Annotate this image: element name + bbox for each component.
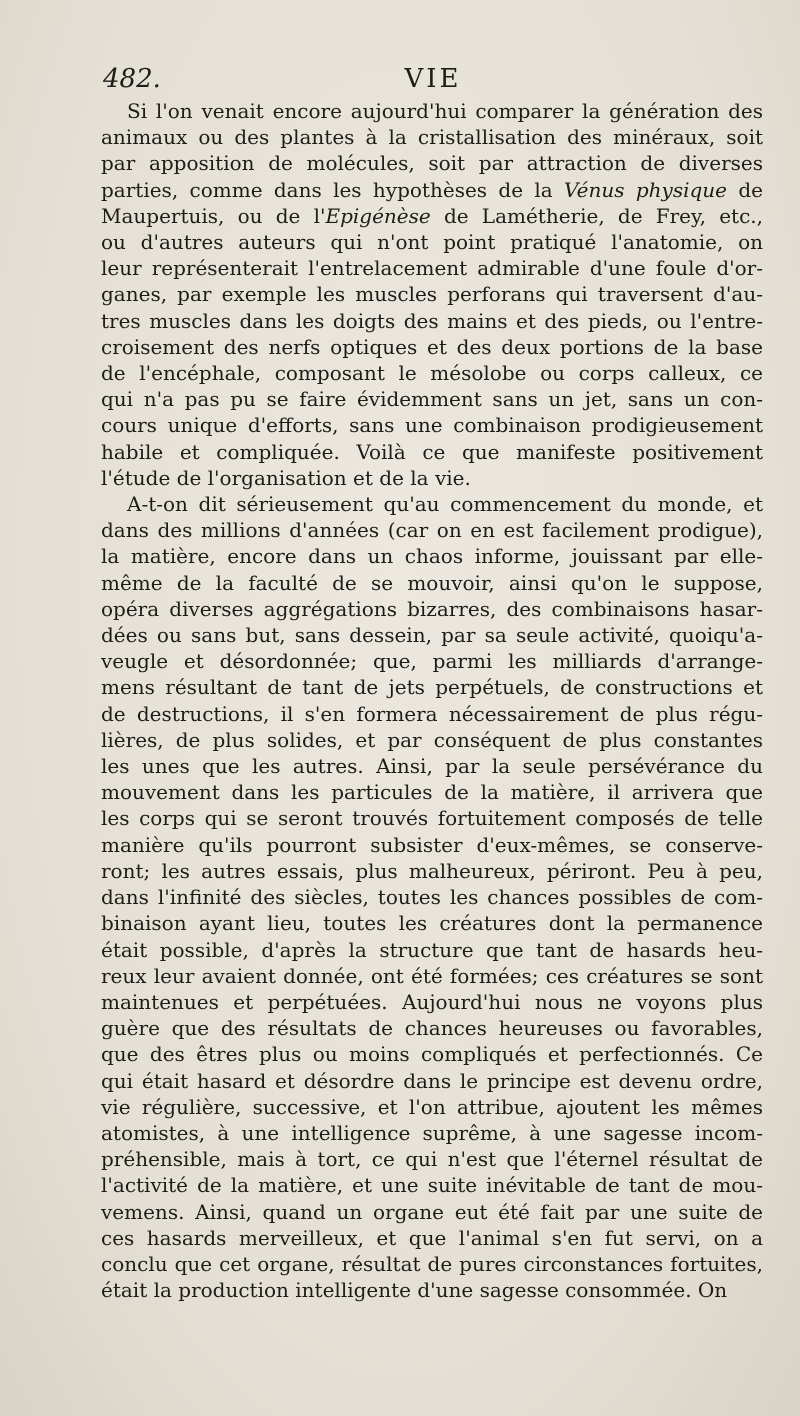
text-line: lières, de plus solides, et par conséquent de plus constantes: [101, 727, 763, 752]
text-line: qui était hasard et désordre dans le principe est devenu ordre,: [101, 1068, 763, 1093]
text-segment: Maupertuis, ou de l': [101, 203, 326, 228]
page-number: 482.: [103, 64, 161, 94]
text-line: de l'encéphale, composant le mésolobe ou corps calleux, ce: [101, 361, 763, 386]
text-line: opéra diverses aggrégations bizarres, des combinaisons hasar-: [101, 596, 763, 621]
text-line: par apposition de molécules, soit par attraction de diverses: [101, 151, 763, 176]
text-line: [101, 177, 763, 203]
text-line: vie régulière, successive, et l'on attribue, ajoutent les mêmes: [101, 1094, 763, 1119]
text-segment: de: [727, 177, 763, 202]
body-text: [101, 98, 763, 1303]
text-line: veugle et désordonnée; que, parmi les milliards d'arrange-: [101, 649, 763, 674]
paragraph: [101, 98, 763, 491]
text-line: ront; les autres essais, plus malheureux, périront. Peu à peu,: [101, 858, 763, 883]
text-line: mouvement dans les particules de la matière, il arrivera que: [101, 780, 763, 805]
text-line: l'étude de l'organisation et de la vie.: [101, 465, 471, 490]
paragraph: [101, 491, 763, 1303]
text-line: Si l'on venait encore aujourd'hui comparer la génération des: [127, 99, 763, 123]
text-line: maintenues et perpétuées. Aujourd'hui nous ne voyons plus: [101, 989, 763, 1014]
text-line: préhensible, mais à tort, ce qui n'est que l'éternel résultat de: [101, 1147, 763, 1172]
text-line: conclu que cet organe, résultat de pures circonstances fortuites,: [101, 1251, 763, 1276]
text-line: manière qu'ils pourront subsister d'eux-mêmes, se conserve-: [101, 832, 763, 857]
text-line: leur représenterait l'entrelacement admirable d'une foule d'or-: [101, 256, 763, 281]
text-line: tres muscles dans les doigts des mains et des pieds, ou l'entre-: [101, 308, 763, 333]
text-line: dans des millions d'années (car on en est facilement prodigue),: [101, 518, 763, 543]
text-line: croisement des nerfs optiques et des deux portions de la base: [101, 334, 763, 359]
italic-text: Epigénèse: [325, 203, 431, 228]
running-head: VIE: [404, 64, 462, 94]
text-line: les corps qui se seront trouvés fortuitement composés de telle: [101, 806, 763, 831]
text-line: habile et compliquée. Voilà ce que manifeste positivement: [101, 439, 763, 464]
text-line: binaison ayant lieu, toutes les créatures dont la permanence: [101, 911, 763, 936]
text-line: cours unique d'efforts, sans une combinaison prodigieusement: [101, 413, 763, 438]
text-line: était possible, d'après la structure que tant de hasards heu-: [101, 937, 763, 962]
text-line: [101, 203, 763, 229]
text-segment: de Lamétherie, de Frey, etc.,: [430, 203, 763, 228]
text-line: ganes, par exemple les muscles perforans qui traversent d'au-: [101, 282, 763, 307]
text-line: même de la faculté de se mouvoir, ainsi qu'on le suppose,: [101, 570, 763, 595]
text-line: les unes que les autres. Ainsi, par la seule persévérance du: [101, 754, 763, 779]
text-line: guère que des résultats de chances heureuses ou favorables,: [101, 1016, 763, 1041]
text-line: atomistes, à une intelligence suprême, à une sagesse incom-: [101, 1120, 763, 1145]
text-line: qui n'a pas pu se faire évidemment sans un jet, sans un con-: [101, 387, 763, 412]
text-line: que des êtres plus ou moins compliqués et perfectionnés. Ce: [101, 1042, 763, 1067]
text-line: de destructions, il s'en formera nécessairement de plus régu-: [101, 701, 763, 726]
text-line: mens résultant de tant de jets perpétuels, de constructions et: [101, 675, 763, 700]
text-segment: parties, comme dans les hypothèses de la: [101, 177, 565, 202]
text-line: animaux ou des plantes à la cristallisation des minéraux, soit: [101, 125, 763, 150]
italic-text: Vénus physique: [564, 177, 728, 202]
page-header: [103, 64, 763, 98]
text-line: vemens. Ainsi, quand un organe eut été fait par une suite de: [101, 1199, 763, 1224]
text-line: était la production intelligente d'une sagesse consommée. On: [101, 1278, 728, 1303]
text-line: ces hasards merveilleux, et que l'animal s'en fut servi, on a: [101, 1225, 763, 1250]
text-line: A-t-on dit sérieusement qu'au commencement du monde, et: [127, 492, 763, 517]
text-line: dées ou sans but, sans dessein, par sa seule activité, quoiqu'a-: [101, 623, 763, 648]
text-line: l'activité de la matière, et une suite inévitable de tant de mou-: [101, 1173, 763, 1198]
text-line: ou d'autres auteurs qui n'ont point pratiqué l'anatomie, on: [101, 230, 763, 255]
text-line: reux leur avaient donnée, ont été formées; ces créatures se sont: [101, 963, 763, 988]
text-line: la matière, encore dans un chaos informe, jouissant par elle-: [101, 544, 763, 569]
text-line: dans l'infinité des siècles, toutes les chances possibles de com-: [101, 885, 763, 910]
